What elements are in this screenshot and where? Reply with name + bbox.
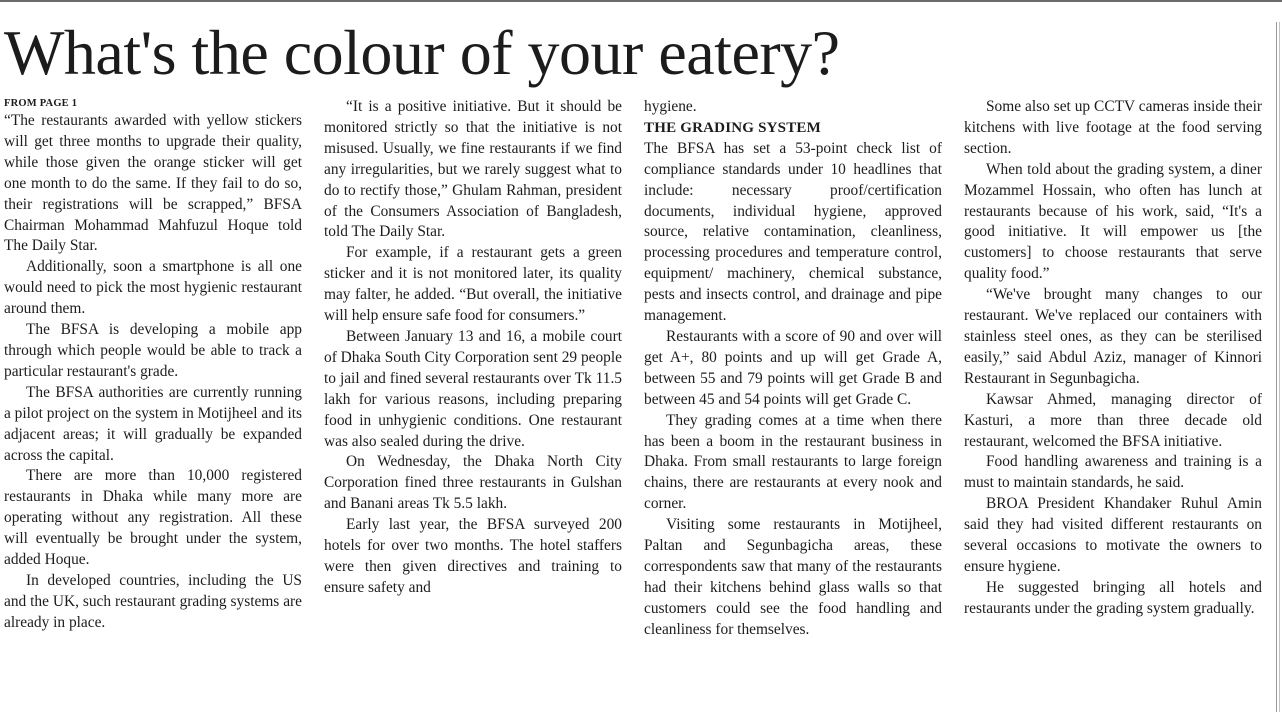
paragraph: Some also set up CCTV cameras inside their kitchens with live footage at the food serving section.: [964, 98, 1262, 157]
paragraph: Kawsar Ahmed, managing director of Kasturi, a more than three decade old restaurant, welcomed the BFSA initiative.: [964, 390, 1262, 450]
paragraph: “It is a positive initiative. But it should be monitored strictly so that the initiative is not misused. Usually, we fine restaurants if we find any irregularities, but we rarely suggest what to do to rectify those,” Ghulam Rahman, president of the Consumers Association of Bangladesh, told The Daily Star.: [324, 98, 622, 241]
right-edge-rule-outer: [1279, 22, 1280, 712]
paragraph: On Wednesday, the Dhaka North City Corporation fined three restaurants in Gulshan and Banani areas Tk 5.5 lakh.: [324, 453, 622, 513]
paragraph: The BFSA authorities are currently running a pilot project on the system in Motijheel and its adjacent areas; it will gradually be expanded across the capital.: [4, 383, 302, 464]
paragraph: “We've brought many changes to our restaurant. We've replaced our containers with stainless steel ones, as they can be sterilised easily,” said Abdul Aziz, manager of Kinnori Restaurant in Segunbagicha.: [964, 286, 1262, 387]
article-column-3: [644, 97, 942, 641]
paragraph: Between January 13 and 16, a mobile court of Dhaka South City Corporation sent 29 people to jail and fined several restaurants over Tk 11.5 lakh for various reasons, including preparing food in unhygienic conditions. One restaurant was also sealed during the drive.: [324, 327, 622, 450]
paragraph: Additionally, soon a smartphone is all one would need to pick the most hygienic restaurant around them.: [4, 258, 302, 318]
paragraph: The BFSA is developing a mobile app through which people would be able to track a particular restaurant's grade.: [4, 321, 302, 380]
paragraph: Early last year, the BFSA surveyed 200 hotels for over two months. The hotel staffers were then given directives and training to ensure safety and: [324, 516, 622, 596]
paragraph: He suggested bringing all hotels and restaurants under the grading system gradually.: [964, 578, 1262, 617]
paragraph: Visiting some restaurants in Motijheel, Paltan and Segunbagicha areas, these correspondents saw that many of the restaurants had their kitchens behind glass walls so that customers could see the food handling and cleanliness for themselves.: [644, 516, 942, 638]
paragraph: They grading comes at a time when there has been a boom in the restaurant business in Dhaka. From small restaurants to large foreign chains, there are restaurants at every nook and corner.: [644, 411, 942, 513]
section-subhead: THE GRADING SYSTEM: [644, 119, 821, 136]
headline: What's the colour of your eatery?: [4, 17, 840, 88]
paragraph: Restaurants with a score of 90 and over will get A+, 80 points and up will get Grade A, between 55 and 79 points will get Grade B and between 45 and 54 points will get Grade C.: [644, 327, 942, 408]
paragraph: In developed countries, including the US and the UK, such restaurant grading systems are already in place.: [4, 571, 302, 631]
top-rule: [0, 0, 1282, 2]
paragraph-continuation: hygiene.: [644, 98, 697, 115]
article-column-4: [964, 97, 1262, 620]
paragraph: There are more than 10,000 registered restaurants in Dhaka while many more are operating without any registration. All these will eventually be brought under the system, added Hoque.: [4, 467, 302, 569]
paragraph: BROA President Khandaker Ruhul Amin said they had visited different restaurants on several occasions to motivate the owners to ensure hygiene.: [964, 495, 1262, 575]
continuation-label: FROM PAGE 1: [4, 98, 78, 109]
paragraph: Food handling awareness and training is a must to maintain standards, he said.: [964, 453, 1262, 492]
article-column-1: [4, 97, 302, 634]
right-edge-rule: [1276, 22, 1277, 712]
paragraph: For example, if a restaurant gets a green sticker and it is not monitored later, its quality may falter, he added. “But overall, the initiative will help ensure safe food for consumers.”: [324, 244, 622, 325]
paragraph: The BFSA has set a 53-point check list of compliance standards under 10 headlines that include: necessary proof/certification documents, individual hygiene, approved source, relative contamination, cleanliness, processing procedures and temperature control, equipment/ machinery, chemical substance, pests and insects control, and drainage and pipe management.: [644, 139, 942, 325]
article-column-2: [324, 97, 622, 599]
paragraph: When told about the grading system, a diner Mozammel Hossain, who often has lunch at restaurants because of his work, said, “It's a good initiative. It will empower us [the customers] to choose restaurants that serve quality food.”: [964, 160, 1262, 283]
paragraph: “The restaurants awarded with yellow stickers will get three months to upgrade their quality, while those given the orange sticker will get one month to do the same. If they fail to do so, their registrations will be scrapped,” BFSA Chairman Mohammad Mahfuzul Hoque told The Daily Star.: [4, 112, 302, 255]
